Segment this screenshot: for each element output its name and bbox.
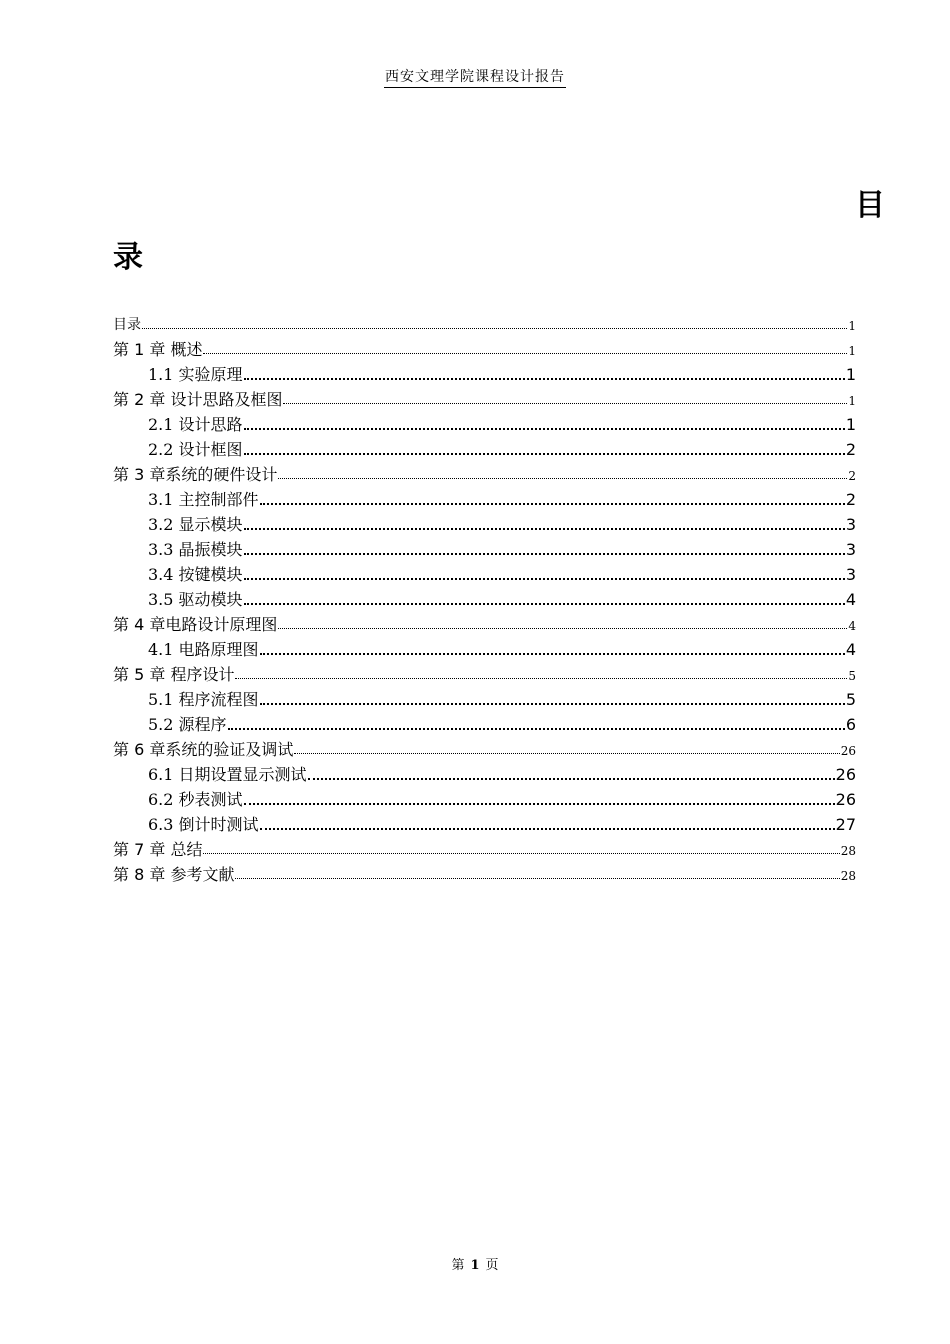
toc-dot-leader: [244, 453, 845, 455]
table-of-contents: [113, 309, 856, 885]
toc-chapter-entry[interactable]: [113, 385, 856, 410]
toc-chapter-entry[interactable]: [113, 335, 856, 360]
toc-dot-leader: [235, 678, 847, 679]
toc-entry-label: 5.1 程序流程图: [148, 690, 259, 709]
toc-entry-label: 2.2 设计框图: [148, 440, 243, 459]
toc-entry-label: 3.1 主控制部件: [148, 490, 259, 509]
toc-dot-leader: [278, 478, 847, 479]
toc-entry-page-number: 27: [835, 815, 856, 834]
toc-entry-label: 4.1 电路原理图: [148, 640, 259, 659]
toc-entry-label: 第 5 章 程序设计: [113, 665, 235, 684]
toc-dot-leader: [244, 553, 845, 555]
toc-dot-leader: [203, 353, 847, 354]
toc-chapter-entry[interactable]: [113, 860, 856, 885]
toc-entry-page-number: 26: [840, 744, 856, 758]
toc-entry-label: 3.4 按键模块: [148, 565, 243, 584]
toc-entry-page-number: 28: [840, 844, 856, 858]
toc-section-entry[interactable]: [113, 810, 856, 835]
toc-entry-page-number: 3: [845, 515, 856, 534]
toc-dot-leader: [244, 603, 845, 605]
toc-entry-page-number: 1: [845, 415, 856, 434]
toc-dot-leader: [283, 403, 847, 404]
toc-section-entry[interactable]: [113, 560, 856, 585]
toc-entry-label: 第 2 章 设计思路及框图: [113, 390, 283, 409]
toc-entry-page-number: 1: [845, 365, 856, 384]
toc-dot-leader: [244, 428, 845, 430]
toc-entry-page-number: 28: [840, 869, 856, 883]
toc-entry-page-number: 4: [848, 619, 856, 633]
toc-entry-label: 2.1 设计思路: [148, 415, 243, 434]
toc-entry-label: 第 6 章系统的验证及调试: [113, 740, 294, 759]
toc-entry-page-number: 4: [845, 640, 856, 659]
toc-dot-leader: [142, 328, 847, 329]
toc-dot-leader: [235, 878, 839, 879]
footer-suffix: 页: [485, 1258, 499, 1273]
toc-entry-label: 目录: [113, 317, 141, 333]
toc-section-entry[interactable]: [113, 635, 856, 660]
toc-section-entry[interactable]: [113, 785, 856, 810]
toc-entry-label: 第 8 章 参考文献: [113, 865, 235, 884]
toc-entry-label: 3.5 驱动模块: [148, 590, 243, 609]
toc-chapter-entry[interactable]: [113, 309, 856, 335]
toc-chapter-entry[interactable]: [113, 460, 856, 485]
page-number: 1: [470, 1258, 480, 1273]
toc-section-entry[interactable]: [113, 485, 856, 510]
toc-dot-leader: [260, 653, 845, 655]
toc-dot-leader: [260, 703, 845, 705]
toc-entry-page-number: 3: [845, 565, 856, 584]
running-header: [0, 68, 950, 88]
toc-section-entry[interactable]: [113, 710, 856, 735]
toc-entry-label: 6.1 日期设置显示测试: [148, 765, 307, 784]
toc-entry-label: 第 4 章电路设计原理图: [113, 615, 278, 634]
toc-entry-label: 3.2 显示模块: [148, 515, 243, 534]
toc-dot-leader: [244, 378, 845, 380]
toc-dot-leader: [244, 528, 845, 530]
toc-chapter-entry[interactable]: [113, 660, 856, 685]
toc-entry-page-number: 4: [845, 590, 856, 609]
toc-section-entry[interactable]: [113, 360, 856, 385]
toc-chapter-entry[interactable]: [113, 835, 856, 860]
toc-entry-page-number: 26: [835, 790, 856, 809]
footer-prefix: 第: [451, 1258, 465, 1273]
toc-dot-leader: [294, 753, 839, 754]
toc-heading-char-2: 录: [113, 240, 143, 275]
toc-entry-page-number: 6: [845, 715, 856, 734]
toc-dot-leader: [260, 503, 845, 505]
toc-section-entry[interactable]: [113, 685, 856, 710]
toc-entry-label: 1.1 实验原理: [148, 365, 243, 384]
toc-entry-page-number: 3: [845, 540, 856, 559]
toc-entry-page-number: 1: [848, 394, 856, 408]
toc-dot-leader: [228, 728, 845, 730]
toc-section-entry[interactable]: [113, 760, 856, 785]
toc-dot-leader: [203, 853, 839, 854]
toc-entry-page-number: 5: [848, 669, 856, 683]
toc-entry-label: 第 7 章 总结: [113, 840, 203, 859]
toc-entry-label: 5.2 源程序: [148, 715, 227, 734]
toc-entry-label: 第 1 章 概述: [113, 340, 203, 359]
toc-section-entry[interactable]: [113, 585, 856, 610]
toc-dot-leader: [278, 628, 847, 629]
toc-entry-page-number: 1: [848, 344, 856, 358]
toc-section-entry[interactable]: [113, 535, 856, 560]
toc-dot-leader: [260, 828, 835, 830]
toc-entry-label: 3.3 晶振模块: [148, 540, 243, 559]
toc-entry-page-number: 5: [845, 690, 856, 709]
header-title: 西安文理学院课程设计报告: [384, 68, 566, 88]
toc-dot-leader: [308, 778, 835, 780]
toc-entry-label: 6.3 倒计时测试: [148, 815, 259, 834]
toc-chapter-entry[interactable]: [113, 735, 856, 760]
toc-section-entry[interactable]: [113, 410, 856, 435]
toc-chapter-entry[interactable]: [113, 610, 856, 635]
toc-heading-char-1: 目: [855, 188, 885, 223]
toc-dot-leader: [244, 578, 845, 580]
toc-entry-page-number: 1: [848, 319, 856, 333]
toc-section-entry[interactable]: [113, 435, 856, 460]
toc-dot-leader: [244, 803, 835, 805]
toc-section-entry[interactable]: [113, 510, 856, 535]
toc-entry-page-number: 2: [845, 490, 856, 509]
page-footer: [0, 1254, 950, 1273]
toc-entry-label: 6.2 秒表测试: [148, 790, 243, 809]
toc-entry-label: 第 3 章系统的硬件设计: [113, 465, 278, 484]
toc-entry-page-number: 2: [848, 469, 856, 483]
toc-entry-page-number: 26: [835, 765, 856, 784]
toc-entry-page-number: 2: [845, 440, 856, 459]
